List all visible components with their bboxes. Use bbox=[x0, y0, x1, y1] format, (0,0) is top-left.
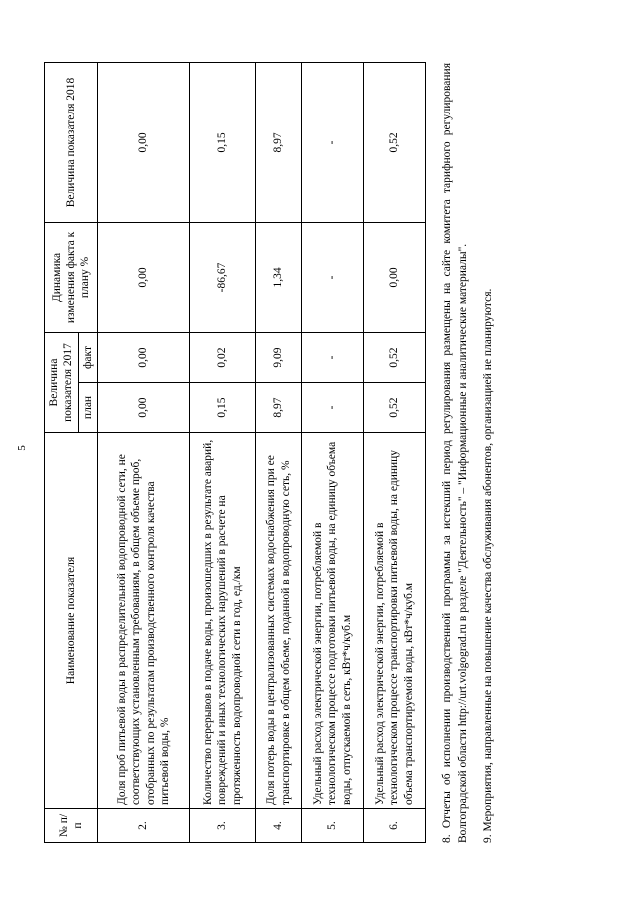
note-item-8: 8. Отчеты об исполнении производственной программы за истекший период регулирования размещены на сайте комитета тарифного регулирования Волгоградской области http://urt.volgograd.ru в разделе "Деятельность" – "Информационные и аналитические материалы". bbox=[441, 63, 469, 843]
row-value-2018: - bbox=[302, 62, 364, 222]
table-row bbox=[256, 62, 302, 842]
header-num: № п/п bbox=[45, 809, 98, 843]
row-num: 6. bbox=[364, 809, 426, 843]
row-plan: 0,00 bbox=[98, 383, 190, 433]
row-dynamics: 0,00 bbox=[98, 222, 190, 332]
row-name: Удельный расход электрической энергии, потребляемой в технологическом процессе подготовки питьевой воды, на единицу объема воды, отпускаемой в сеть, кВт*ч/куб.м bbox=[302, 433, 364, 809]
row-value-2018: 8,97 bbox=[256, 62, 302, 222]
page-number: 5 bbox=[16, 445, 28, 451]
row-num: 4. bbox=[256, 809, 302, 843]
header-fact: факт bbox=[78, 332, 97, 382]
row-num: 3. bbox=[190, 809, 256, 843]
row-fact: 0,02 bbox=[190, 332, 256, 382]
row-dynamics: -86,67 bbox=[190, 222, 256, 332]
row-num: 5. bbox=[302, 809, 364, 843]
header-name: Наименование показателя bbox=[45, 433, 98, 809]
note-item-9: 9. Мероприятия, направленные на повышение качества обслуживания абонентов, организацией не планируются. bbox=[482, 288, 495, 843]
header-dynamics: Динамика изменения факта к плану % bbox=[45, 222, 98, 332]
row-fact: - bbox=[302, 332, 364, 382]
row-fact: 9,09 bbox=[256, 332, 302, 382]
header-plan: план bbox=[78, 383, 97, 433]
table-row bbox=[190, 62, 256, 842]
header-value-2017: Величина показателя 2017 bbox=[45, 332, 79, 432]
row-dynamics: 0,00 bbox=[364, 222, 426, 332]
row-plan: 0,52 bbox=[364, 383, 426, 433]
row-dynamics: - bbox=[302, 222, 364, 332]
row-plan: 8,97 bbox=[256, 383, 302, 433]
indicators-table bbox=[44, 62, 426, 843]
row-fact: 0,52 bbox=[364, 332, 426, 382]
notes-section bbox=[440, 63, 497, 843]
row-value-2018: 0,52 bbox=[364, 62, 426, 222]
row-name: Доля проб питьевой воды в распределительной водопроводной сети, не соответствующих установленным требованиям, в общем объеме проб, отобранных по результатам производственного контроля качества питьевой воды, % bbox=[98, 433, 190, 809]
row-fact: 0,00 bbox=[98, 332, 190, 382]
row-value-2018: 0,15 bbox=[190, 62, 256, 222]
row-plan: - bbox=[302, 383, 364, 433]
table-row bbox=[302, 62, 364, 842]
row-num: 2. bbox=[98, 809, 190, 843]
table-row bbox=[364, 62, 426, 842]
row-name: Удельный расход электрической энергии, потребляемой в технологическом процессе транспортировки питьевой воды, на единицу объема транспортируемой воды, кВт*ч/куб.м bbox=[364, 433, 426, 809]
row-name: Количество перерывов в подаче воды, произошедших в результате аварий, повреждений и иных технологических нарушений в расчете на протяженность водопроводной сети в год, ед./км bbox=[190, 433, 256, 809]
row-plan: 0,15 bbox=[190, 383, 256, 433]
row-value-2018: 0,00 bbox=[98, 62, 190, 222]
row-name: Доля потерь воды в централизованных системах водоснабжения при ее транспортировке в общем объеме, поданной в водопроводную сеть, % bbox=[256, 433, 302, 809]
row-dynamics: 1,34 bbox=[256, 222, 302, 332]
rotated-page-content bbox=[44, 63, 604, 843]
header-value-2018: Величина показателя 2018 bbox=[45, 62, 98, 222]
table-row bbox=[98, 62, 190, 842]
